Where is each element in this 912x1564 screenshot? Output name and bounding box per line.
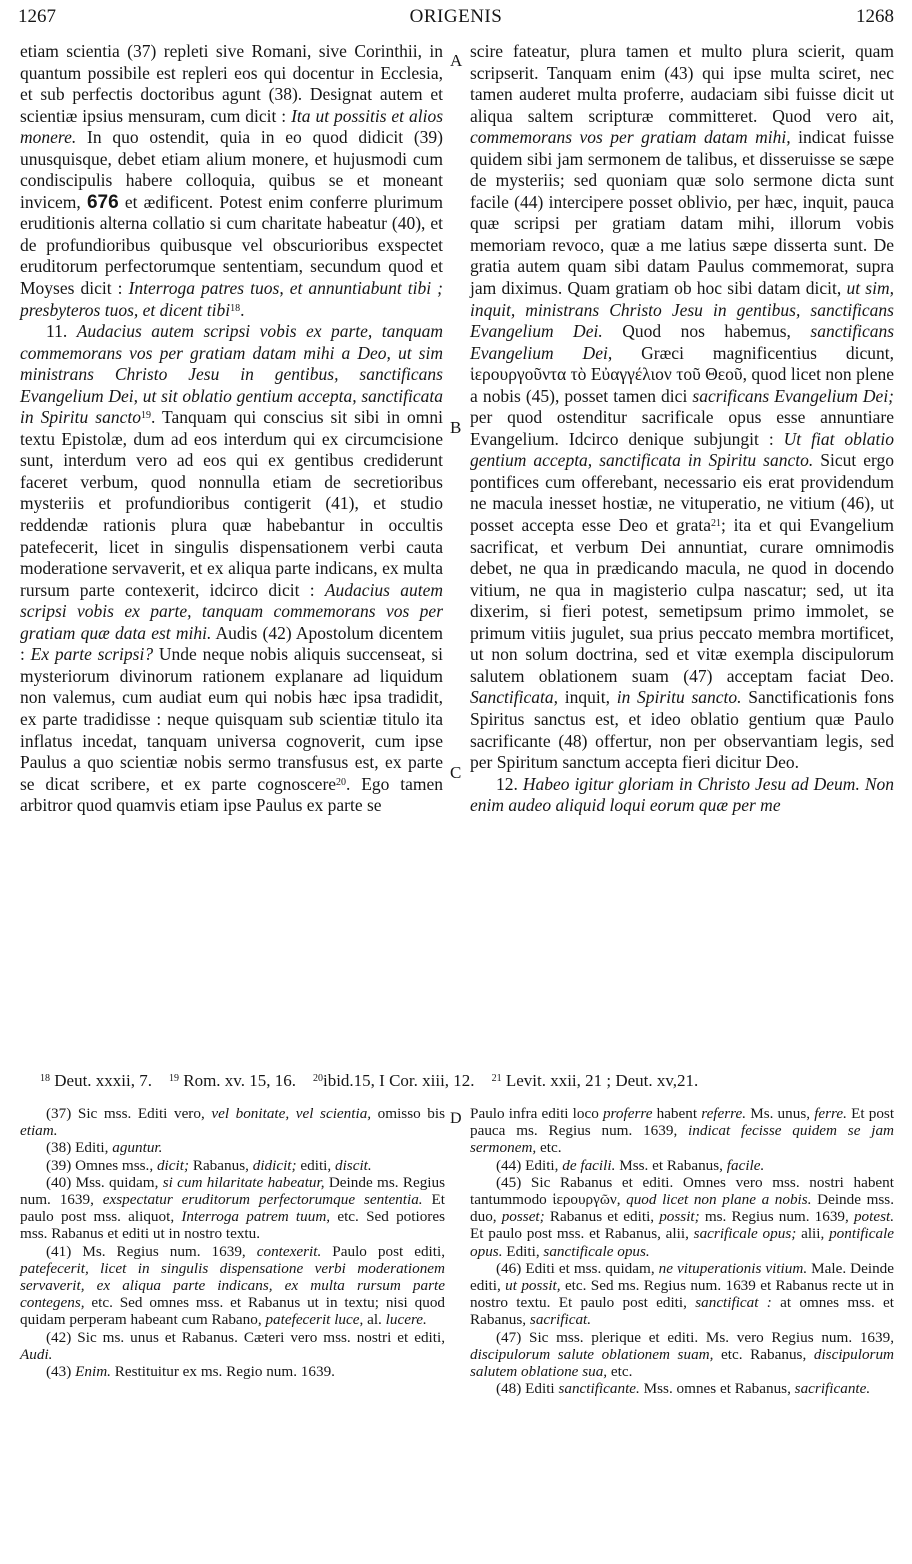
text: et ædificent. Potest enim conferre plurimum eruditionis alterna collatio si cum charitate habeatur (40), et de profundioribus quibusque vel obscurioribus exspectet eruditorum perfectorumque sententiam, secundum quod et Moyses dicit : <box>20 191 444 299</box>
text: Paulo post editi, <box>332 1242 446 1260</box>
text: (45) Sic Rabanus et editi. Omnes vero mss. nostri habent tantummodo <box>470 1173 894 1209</box>
text: Græci magnificentius dicunt, <box>641 342 894 363</box>
footnote <box>470 1329 894 1381</box>
variant: Interroga patrem tuum, <box>181 1208 331 1226</box>
text: etc. Sed omnes mss. et Rabanus ut in textu; nisi quod quidam perperam habeant cum Rabano, <box>20 1294 446 1329</box>
ref-marker: 19 <box>169 1073 179 1084</box>
text: , al. <box>359 1311 382 1329</box>
ref-marker: 20 <box>312 1073 323 1084</box>
text: indicat fuisse quidem sibi jam sermonem de talibus, et disseruisse se sæpe de mysteriis; sed quoniam quæ solo sermone dicta sunt facile (44) intercipere posset oblivio, per hæc, inquit, pauca quæ scripsi per gratiam datam mihi, illorum vobis memoriam revoco, quæ a me latius sæpe disserta sunt. De gratia autem quam sibi datam Paulus commemorat, supra jam diximus. Quam gratiam ob hoc sibi datam dicit, <box>470 127 894 299</box>
text: at omnes mss. et Rabanus, <box>470 1294 895 1329</box>
text: per quod ostenditur sacrificale opus esse annuntiare Evangelium. Idcirco denique subjungit : <box>470 407 894 449</box>
margin-marker-a: A <box>450 51 463 70</box>
variant: de facili. <box>562 1156 616 1174</box>
text: In quo ostendit, quia in eo quod didicit (39) unusquisque, debet etiam alium monere, et hujusmodi cum condiscipulis habere colloquia, quibus se et moneant invicem, <box>20 127 443 212</box>
variant: sanctificante. <box>558 1380 640 1398</box>
footnote <box>20 1105 445 1139</box>
variant: ne vituperationis vitium. <box>658 1259 808 1277</box>
text: (40) Mss. quidam, <box>46 1173 159 1191</box>
left-text-column <box>20 41 443 817</box>
text: Audis (42) Apostolum dicentem : <box>20 622 443 665</box>
footnote <box>470 1105 894 1157</box>
reference: Rom. xv. 15, 16. <box>183 1071 296 1090</box>
page-number-right: 1268 <box>856 6 894 27</box>
variant: quod licet non plane a nobis. <box>626 1191 812 1209</box>
scripture-quote: Sanctificata, <box>470 687 558 708</box>
text: . Tanquam qui conscius sit sibi in omni textu Epistolæ, dum ad eos interdum qui ex circumcisione sunt, interdum vero ad eos qui ex gentibus crediderunt faceret verbum, quod nonnulla etiam de secretioribus mysteriis et profundioribus contigerit (41), et studio reddendæ rationis plura quæ habebantur in occultis patefecerit, licet in singulis dispensationem verbi cauta moderatione servaverit, et ex aliqua parte indicans, ex multa rursum parte contexerit, idcirco dicit : <box>20 407 443 600</box>
text: Mss. et Rabanus, <box>619 1156 723 1174</box>
variant: indicat fecisse quidem se jam sermonem, <box>470 1122 895 1157</box>
text: scire fateatur, plura tamen et multo plura scierit, quam scripserit. Tanquam enim (43) qui ipse multa sciret, nec tamen auderet multa proferre, audaciam sibi fuisse dicit ut aliqua saltem scripturæ committeret. Quod vero ait, <box>470 41 894 126</box>
scripture-quote: Ex parte scripsi? <box>30 644 154 665</box>
variant: dicit; <box>156 1156 190 1174</box>
margin-marker-d: D <box>450 1110 462 1127</box>
variant: discipulorum salutem oblatione sua, <box>470 1345 895 1381</box>
scripture-quote: Ita ut possitis et alios monere. <box>20 105 444 148</box>
text: (38) Editi, <box>46 1139 109 1157</box>
footnote <box>20 1157 445 1174</box>
ref-marker: 21 <box>491 1073 502 1084</box>
text: editi, <box>300 1156 332 1174</box>
paragraph <box>20 41 443 321</box>
text: Male. Deinde editi, <box>470 1259 895 1295</box>
variant: pontificale opus. <box>470 1225 895 1260</box>
footnotes-left <box>20 1105 445 1380</box>
footnote <box>20 1243 445 1329</box>
text: (41) Ms. Regius num. 1639, <box>46 1242 246 1260</box>
scripture-quote: sanctificans Evangelium Dei, <box>470 321 895 363</box>
text: etc. Sed potiores mss. Rabanus et editi ut in nostro textu. <box>20 1208 446 1243</box>
variant: ut possit, <box>505 1277 561 1295</box>
variant: discipulorum salute oblationem suam, <box>470 1345 714 1363</box>
text: . Ego tamen arbitror quod quamvis etiam ipse Paulus ex parte se <box>20 773 443 816</box>
paragraph <box>470 41 894 774</box>
text: etc. <box>540 1139 562 1157</box>
text: alii, <box>801 1225 825 1243</box>
footnote <box>20 1329 445 1363</box>
footnote <box>470 1157 894 1174</box>
footnote <box>470 1260 894 1329</box>
text: Rabanus, <box>192 1156 249 1174</box>
text: ms. Regius num. 1639, <box>704 1208 849 1226</box>
variant: possit; <box>659 1208 700 1226</box>
text: (37) Sic mss. Editi vero, <box>46 1105 205 1122</box>
variant: sacrificat. <box>529 1311 592 1329</box>
variant: facile. <box>726 1156 765 1174</box>
variant: potest. <box>853 1208 895 1226</box>
text: inquit, <box>564 687 610 708</box>
section-number: 11. <box>46 321 68 342</box>
page-number-left: 1267 <box>18 6 56 27</box>
paragraph <box>470 774 894 817</box>
greek-text: ἱερουργῶν, <box>552 1191 621 1209</box>
text: omisso bis <box>377 1105 446 1122</box>
text: etc. Sed ms. Regius num. 1639 et Rabanus recte ut in nostro textu. Et paulo post editi, <box>470 1277 895 1312</box>
text: (46) Editi et mss. quidam, <box>496 1259 655 1277</box>
variant: exspectatur eruditorum perfectorumque sententia. <box>102 1191 423 1209</box>
variant: patefecerit, licet in singulis dispensatione verbi moderationem servaverit, ex aliqua parte indicans, ex multa rursum parte contegens, <box>20 1259 445 1312</box>
text: Et post pauca ms. Regius num. 1639, <box>470 1105 895 1140</box>
text: (44) Editi, <box>496 1156 559 1174</box>
variant: vel bonitate, vel scientia, <box>211 1105 372 1122</box>
footnote <box>20 1363 445 1380</box>
variant: sanctificat : <box>695 1294 772 1312</box>
variant: Enim. <box>75 1363 111 1381</box>
text: (42) Sic ms. unus et Rabanus. Cæteri vero mss. nostri et editi, <box>46 1328 445 1346</box>
reference: Levit. xxii, 21 ; Deut. xv,21. <box>505 1071 699 1090</box>
variant: sanctificale opus. <box>543 1242 650 1260</box>
variant: posset; <box>501 1208 545 1226</box>
text: etiam scientia (37) repleti sive Romani, sive Corinthii, in quantum possibile est repleri eos qui docentur in Ecclesia, et sub perfectis doctoribus agunt (38). Designat autem et scientiæ ipsius mensuram, cum dicit : <box>20 41 443 126</box>
variant: sacrificante. <box>794 1380 871 1398</box>
text: Mss. omnes et Rabanus, <box>643 1380 791 1398</box>
text: Unde neque nobis aliquis succenseat, si mysteriorum divinorum rationem explanare ad liquidum non valemus, cum audiat eum qui nobis hæc ipsa tradidit, ex parte tradidisse : neque quisquam sub scientiæ titulo ita inflatus incedat, tanquam universa cognoverit, cum ipse Paulus a quo scientiæ nobis sermo transfusus est, ex parte se dicat scribere, et ex parte cognoscere <box>20 644 443 794</box>
scripture-references <box>40 1071 892 1091</box>
variant: discit. <box>334 1156 372 1174</box>
text: . <box>240 299 245 320</box>
text: (47) Sic mss. plerique et editi. Ms. vero Regius num. 1639, <box>496 1328 894 1346</box>
column-number: 676 <box>86 191 119 213</box>
right-text-column <box>470 41 894 817</box>
text: Restituitur ex ms. Regio num. 1639. <box>114 1363 335 1381</box>
variant: ferre. <box>814 1105 847 1122</box>
scripture-quote: Interroga patres tuos, et annuntiabunt tibi ; presbyteros tuos, et dicent tibi <box>20 278 443 320</box>
margin-marker-b: B <box>450 418 462 437</box>
text: Et paulo post mss. aliquot, <box>20 1191 446 1226</box>
variant: contexerit. <box>256 1242 322 1260</box>
scripture-quote: sacrificans Evangelium Dei; <box>692 385 895 406</box>
text: etc. <box>610 1363 633 1381</box>
variant: si cum hilaritate habeatur, <box>162 1173 325 1191</box>
text: habent <box>656 1105 698 1122</box>
reference: Deut. xxxii, 7. <box>54 1071 152 1090</box>
scripture-quote: Ut fiat oblatio gentium accepta, sanctificata in Spiritu sancto. <box>470 428 894 471</box>
ref-marker: 18 <box>40 1073 50 1084</box>
text: Et paulo post mss. et Rabanus, alii, <box>470 1225 689 1243</box>
section-number: 12. <box>496 773 518 794</box>
footnotes-right <box>470 1105 894 1397</box>
page-header <box>18 6 894 32</box>
variant: aguntur. <box>112 1139 163 1157</box>
scripture-quote: Audacius autem scripsi vobis ex parte, tanquam commemorans vos per gratiam quæ data est mihi. <box>20 579 443 643</box>
footnote-ref: 19 <box>140 410 151 422</box>
variant: lucere. <box>385 1311 427 1329</box>
text: etc. Rabanus, <box>721 1345 807 1363</box>
footnote <box>470 1380 894 1397</box>
footnote <box>20 1139 445 1156</box>
text: (43) <box>46 1363 72 1381</box>
scripture-quote: Audacius autem scripsi vobis ex parte, tanquam commemorans vos per gratiam datam mihi a Deo, ut sim ministrans Christo Jesu in gentibus, sanctificans Evangelium Dei, ut sit oblatio gentium accepta, sanctificata in Spiritu sancto <box>20 321 444 428</box>
footnote-ref: 18 <box>230 302 241 314</box>
text: Sicut ergo pontifices cum offerebant, necessario eis erat providendum ne macula inesset hostiæ, ne vituperatio, ne vitium (46), ut posset accepta esse Deo et grata <box>470 450 894 536</box>
running-title: ORIGENIS <box>409 6 503 27</box>
text: (48) Editi <box>496 1380 555 1398</box>
scripture-quote: in Spiritu sancto. <box>616 687 742 708</box>
footnote <box>20 1174 445 1243</box>
variant: referre. <box>701 1105 747 1122</box>
footnote-ref: 20 <box>336 776 347 788</box>
text: Editi, <box>506 1242 540 1260</box>
variant: Audi. <box>20 1345 53 1363</box>
scripture-quote: commemorans vos per gratiam datam mihi, <box>470 127 791 148</box>
text: Quod nos habemus, <box>622 321 791 342</box>
text: quod licet non plene a nobis (45), posset tamen dici <box>470 364 894 406</box>
text: Deinde ms. Regius num. 1639, <box>20 1173 446 1209</box>
text: (39) Omnes mss., <box>46 1156 154 1174</box>
greek-text: ἱερουργοῦντα τὸ Εὐαγγέλιον τοῦ Θεοῦ, <box>470 364 747 385</box>
scripture-quote: ut sim, inquit, ministrans Christo Jesu in gentibus, sanctificans Evangelium Dei. <box>470 278 894 342</box>
scripture-quote: Habeo igitur gloriam in Christo Jesu ad Deum. Non enim audeo aliquid loqui eorum quæ per me <box>470 773 894 816</box>
paragraph <box>20 321 443 817</box>
margin-marker-c: C <box>450 763 462 782</box>
text: Ms. unus, <box>750 1105 811 1122</box>
variant: sacrificale opus; <box>693 1225 797 1243</box>
text: ; ita et qui Evangelium sacrificat, et verbum Dei annuntiat, curare omnimodis debet, ne qua in prædicando macula, ne quod in docendo vitium, ne qua in magisterio culpa nascatur; sed, ut ita dixerim, si fieri potest, semetipsum primo immolet, se primum vitiis jugulet, sua prius peccato membra mortificet, ut non solum doctrina, sed et vitæ exempla discipulorum salutem oblationem suam (47) acceptam faciat Deo. <box>470 515 895 686</box>
text: Deinde mss. duo, <box>470 1191 895 1226</box>
text: Sanctificationis fons Spiritus sanctus est, et ideo oblatio gentium quæ Paulo sacrificante (48) offertur, non per observantiam legis, sed per Spiritum sanctum accepta fieri dicitur Deo. <box>470 687 895 773</box>
footnote <box>470 1174 894 1260</box>
variant: patefecerit luce <box>265 1311 360 1329</box>
variant: etiam. <box>20 1122 58 1140</box>
text: Paulo infra editi loco <box>470 1105 599 1122</box>
reference: ibid.15, I Cor. xiii, 12. <box>322 1071 475 1090</box>
variant: didicit; <box>252 1156 297 1174</box>
text: Rabanus et editi, <box>549 1208 655 1226</box>
variant: proferre <box>602 1105 653 1122</box>
footnote-ref: 21 <box>711 518 721 530</box>
